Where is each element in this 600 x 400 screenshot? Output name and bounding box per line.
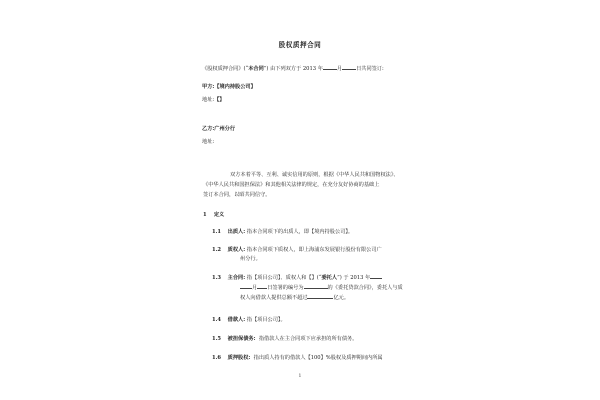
blank (323, 64, 337, 70)
blank (304, 283, 328, 289)
preamble-line-3: 签订本合同，以昭共同信守。 (203, 192, 271, 198)
definition-1-5: 1.5 被担保债务: 指借款人在主合同项下应承担的所有债务。 (212, 336, 358, 342)
preamble-line-2: 《中华人民共和国担保法》和其他相关法律的规定，在充分友好协商的基础上 (203, 182, 380, 188)
definition-1-3-cont-2: 权人向借款人提供总额不超过 亿元。 (240, 295, 350, 301)
blank (240, 283, 252, 289)
party-a-address: 地址:【】 (202, 97, 225, 103)
section-heading: 1 定义 (203, 212, 225, 218)
definition-1-2-cont: 州分行。 (240, 256, 261, 262)
document-title: 股权质押合同 (278, 41, 322, 49)
definition-1-6: 1.6 质押股权: 指出质人持有的借款人【100】%股权及质押期间内所属 (212, 355, 383, 361)
intro-line: 《股权质押合同》(“本合同”) 由下列双方于 2013 年 月 日共同签订: (202, 66, 384, 72)
blank (307, 293, 333, 299)
page-number: 1 (298, 373, 302, 378)
blank (370, 273, 382, 279)
blank (342, 64, 356, 70)
party-a: 甲方:【境内持股公司】 (202, 84, 256, 90)
party-b: 乙方:广州分行 (202, 126, 236, 132)
definition-1-3-cont-1: 月 日签署的编号为 的《委托贷款合同》，委托人与质 (240, 283, 403, 292)
party-b-address: 地址: (202, 139, 215, 145)
blank (257, 283, 267, 289)
definition-1-4: 1.4 借款人: 指【项目公司】。 (212, 317, 286, 323)
preamble-line-1: 双方本着平等、互利、诚实信用的原则，根据《中华人民共和国物权法》、 (230, 172, 399, 178)
definition-1-2: 1.2 质权人: 指本合同项下质权人，即上海浦东发展银行股份有限公司广 (212, 247, 382, 253)
definition-1-1: 1.1 出质人: 指本合同项下的出质人，即【境内持股公司】。 (212, 229, 354, 235)
definition-1-3: 1.3 主合同: 指【项目公司】、质权人和【】(“委托人”) 于 2013 年 (212, 273, 382, 282)
